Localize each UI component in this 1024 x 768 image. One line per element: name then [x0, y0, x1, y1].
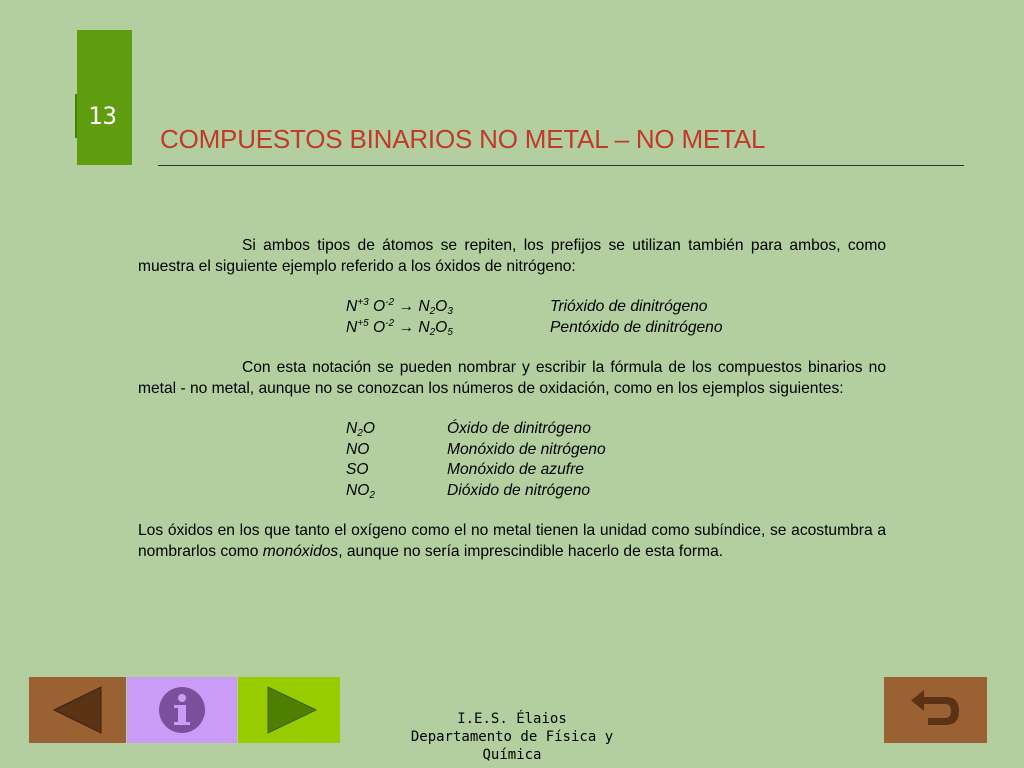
- example-row: [138, 460, 886, 481]
- slide-number: 13: [88, 102, 117, 130]
- formula: $NO_2$: [346, 481, 375, 501]
- footer: [380, 710, 644, 764]
- slide-content: [138, 236, 886, 562]
- previous-slide-button[interactable]: [29, 677, 126, 743]
- compound-name: Dióxido de nitrógeno: [447, 481, 591, 499]
- example-list-oxidation: [138, 297, 886, 338]
- right-triangle-icon: [238, 677, 340, 743]
- oxidation-formula: $N^{+5}$ $O^{-2} \to N_2O_5$: [346, 317, 453, 338]
- example-list-names: [138, 419, 886, 501]
- paragraph-notation: Con esta notación se pueden nombrar y escribir la fórmula de los compuestos binarios no metal - no metal, aunque no se conozcan los números de oxidación, como en los ejemplos siguientes:: [138, 359, 886, 397]
- slide-title: COMPUESTOS BINARIOS NO METAL – NO METAL: [160, 124, 766, 154]
- info-button[interactable]: [127, 677, 237, 743]
- example-row: [138, 297, 886, 318]
- compound-name: Óxido de dinitrógeno: [447, 420, 591, 437]
- paragraph-intro: Si ambos tipos de átomos se repiten, los prefijos se utilizan también para ambos, como muestra el siguiente ejemplo referido a los óxidos de nitrógeno:: [138, 237, 886, 275]
- title-divider: [158, 165, 964, 166]
- compound-name: Pentóxido de dinitrógeno: [550, 318, 723, 336]
- formula: SO: [346, 461, 369, 478]
- compound-name: Trióxido de dinitrógeno: [550, 298, 708, 315]
- compound-name: Monóxido de azufre: [447, 461, 584, 478]
- example-row: [138, 440, 886, 461]
- example-row: [138, 419, 886, 440]
- formula: $N_2O$: [346, 420, 375, 439]
- left-triangle-icon: [29, 677, 126, 743]
- paragraph-monoxides: Los óxidos en los que tanto el oxígeno como el no metal tienen la unidad como subíndice, se acostumbra a nombrarlos como monóxidos, aunque no sería imprescindible hacerlo de esta forma.: [138, 522, 886, 560]
- footer-school: I.E.S. Élaios: [457, 711, 567, 727]
- return-arrow-icon: [884, 677, 987, 743]
- compound-name: Monóxido de nitrógeno: [447, 440, 606, 458]
- return-button[interactable]: [884, 677, 987, 743]
- info-icon: [127, 677, 237, 743]
- formula: NO: [346, 440, 370, 458]
- example-row: [138, 318, 886, 339]
- oxidation-formula: $N^{+3}$ $O^{-2} \to N_2O_3$: [346, 297, 453, 317]
- footer-department: Departamento de Física y Química: [410, 729, 614, 763]
- example-row: [138, 481, 886, 502]
- next-slide-button[interactable]: [238, 677, 340, 743]
